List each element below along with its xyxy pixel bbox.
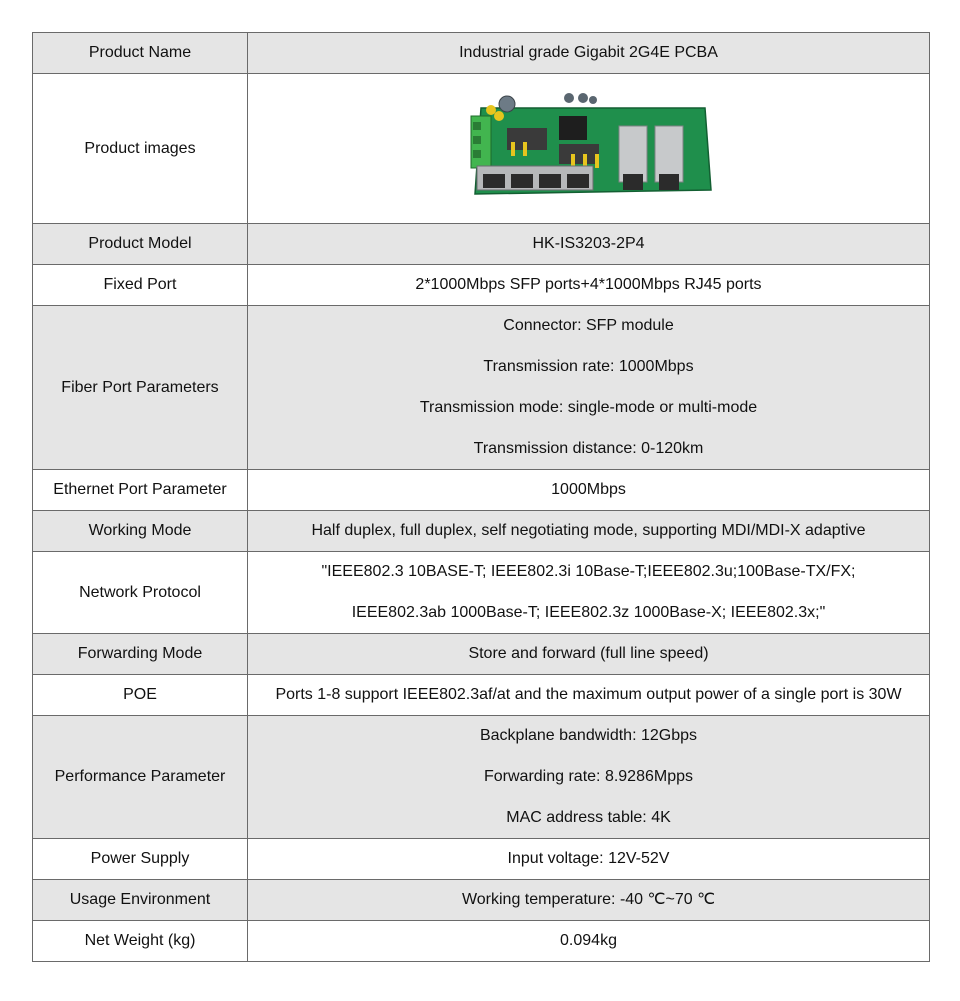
row-label: Product images <box>33 74 248 224</box>
row-value <box>248 470 930 511</box>
row-value <box>248 921 930 962</box>
row-label: Power Supply <box>33 839 248 880</box>
row-product-model <box>33 224 930 265</box>
row-ethernet-port-parameter <box>33 470 930 511</box>
row-label: Net Weight (kg) <box>33 921 248 962</box>
row-label: Performance Parameter <box>33 716 248 839</box>
row-value <box>248 224 930 265</box>
value-line: Industrial grade Gigabit 2G4E PCBA <box>459 44 718 61</box>
value-line: Transmission distance: 0-120km <box>473 440 704 457</box>
row-label: Product Name <box>33 33 248 74</box>
row-working-mode <box>33 511 930 552</box>
value-line: Ports 1-8 support IEEE802.3af/at and the maximum output power of a single port is 30W <box>275 686 902 703</box>
row-poe <box>33 675 930 716</box>
row-network-protocol <box>33 552 930 634</box>
value-line: Transmission rate: 1000Mbps <box>483 358 694 375</box>
row-net-weight <box>33 921 930 962</box>
row-value <box>248 880 930 921</box>
row-value <box>248 33 930 74</box>
row-value <box>248 634 930 675</box>
row-value <box>248 306 930 470</box>
row-label: Ethernet Port Parameter <box>33 470 248 511</box>
value-line: Working temperature: -40 ℃~70 ℃ <box>461 891 716 908</box>
value-line: Store and forward (full line speed) <box>468 645 709 662</box>
row-value <box>248 511 930 552</box>
row-label: Network Protocol <box>33 552 248 634</box>
value-line: 2*1000Mbps SFP ports+4*1000Mbps RJ45 ports <box>415 276 762 293</box>
row-performance-parameter <box>33 716 930 839</box>
row-label: Product Model <box>33 224 248 265</box>
pcba-board-image <box>459 86 719 211</box>
row-label: Working Mode <box>33 511 248 552</box>
value-line: Half duplex, full duplex, self negotiating mode, supporting MDI/MDI-X adaptive <box>311 522 866 539</box>
value-line: Input voltage: 12V-52V <box>507 850 670 867</box>
row-fixed-port <box>33 265 930 306</box>
row-label: Forwarding Mode <box>33 634 248 675</box>
row-usage-environment <box>33 880 930 921</box>
spec-table <box>32 32 930 962</box>
row-label: Usage Environment <box>33 880 248 921</box>
row-power-supply <box>33 839 930 880</box>
row-value <box>248 716 930 839</box>
row-label: POE <box>33 675 248 716</box>
row-forwarding-mode <box>33 634 930 675</box>
value-line: Forwarding rate: 8.9286Mpps <box>484 768 693 785</box>
row-value <box>248 265 930 306</box>
row-value <box>248 839 930 880</box>
row-fiber-port-parameters <box>33 306 930 470</box>
value-line: MAC address table: 4K <box>506 809 671 826</box>
row-product-name <box>33 33 930 74</box>
value-line: Connector: SFP module <box>503 317 674 334</box>
row-value <box>248 675 930 716</box>
row-value <box>248 552 930 634</box>
value-line: IEEE802.3ab 1000Base-T; IEEE802.3z 1000Base-X; IEEE802.3x;" <box>351 604 826 621</box>
value-line: Transmission mode: single-mode or multi-mode <box>419 399 758 416</box>
value-line: Backplane bandwidth: 12Gbps <box>479 727 698 744</box>
value-line: 1000Mbps <box>551 481 626 498</box>
value-line: "IEEE802.3 10BASE-T; IEEE802.3i 10Base-T;IEEE802.3u;100Base-TX/FX; <box>321 563 856 580</box>
value-line: 0.094kg <box>560 932 617 949</box>
row-label: Fiber Port Parameters <box>33 306 248 470</box>
row-value <box>248 74 930 224</box>
row-product-images <box>33 74 930 224</box>
row-label: Fixed Port <box>33 265 248 306</box>
value-line: HK-IS3203-2P4 <box>532 235 645 252</box>
